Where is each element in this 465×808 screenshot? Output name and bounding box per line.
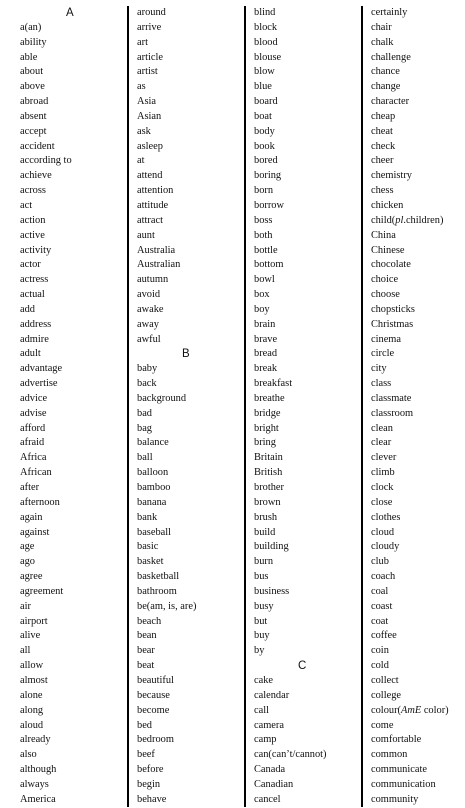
vocabulary-word: add <box>20 303 36 315</box>
vocabulary-word: camera <box>254 719 284 731</box>
vocabulary-word: book <box>254 140 275 152</box>
vocabulary-word: baby <box>137 363 158 375</box>
vocabulary-word: cinema <box>371 333 401 345</box>
vocabulary-word: cheer <box>371 155 394 167</box>
vocabulary-word: able <box>20 51 38 63</box>
vocabulary-word: again <box>20 511 43 523</box>
vocabulary-word: circle <box>371 348 395 360</box>
vocabulary-word: awake <box>137 303 164 315</box>
vocabulary-word: coach <box>371 571 396 583</box>
vocabulary-word: club <box>371 556 389 568</box>
vocabulary-word: a(an) <box>20 21 42 33</box>
vocabulary-word: as <box>137 81 146 93</box>
vocabulary-word: begin <box>137 778 161 790</box>
vocabulary-word: arrive <box>137 21 162 33</box>
vocabulary-word: bring <box>254 437 276 449</box>
vocabulary-word: absent <box>20 110 47 122</box>
vocabulary-word: Asian <box>137 110 162 122</box>
vocabulary-word: bamboo <box>137 482 171 493</box>
vocabulary-word: come <box>371 719 394 731</box>
vocabulary-word: change <box>371 81 401 93</box>
vocabulary-word: bread <box>254 348 278 360</box>
vocabulary-word: breathe <box>254 392 285 404</box>
vocabulary-word: be(am, is, are) <box>137 600 197 612</box>
vocabulary-word: chocolate <box>371 259 411 271</box>
vocabulary-word: chopsticks <box>371 303 415 315</box>
vocabulary-word: bathroom <box>137 585 177 597</box>
vocabulary-word: box <box>254 289 270 301</box>
vocabulary-word: banana <box>137 496 167 508</box>
column-divider <box>127 6 129 807</box>
vocabulary-word: chess <box>371 185 394 197</box>
vocabulary-word: bright <box>254 422 279 434</box>
vocabulary-word: bad <box>137 407 153 419</box>
word-column-4 <box>371 6 465 808</box>
vocabulary-word: coin <box>371 645 389 657</box>
vocabulary-word: awful <box>137 333 161 345</box>
vocabulary-word: aloud <box>20 719 44 731</box>
vocabulary-word: address <box>20 318 52 330</box>
vocabulary-word: agreement <box>20 585 64 597</box>
vocabulary-word: autumn <box>137 274 169 286</box>
vocabulary-word: brown <box>254 496 281 508</box>
vocabulary-word: blood <box>254 36 278 48</box>
vocabulary-word: collect <box>371 674 399 686</box>
vocabulary-word: Canadian <box>254 778 294 790</box>
vocabulary-word: character <box>371 96 410 108</box>
vocabulary-word: chalk <box>371 36 394 48</box>
vocabulary-word: actor <box>20 259 41 271</box>
vocabulary-word: bored <box>254 155 278 167</box>
vocabulary-word: action <box>20 214 46 226</box>
vocabulary-word: camp <box>254 734 277 746</box>
vocabulary-word: climb <box>371 467 395 479</box>
vocabulary-word: according to <box>20 155 72 167</box>
vocabulary-word: basketball <box>137 571 180 583</box>
vocabulary-word: abroad <box>20 96 49 108</box>
vocabulary-word: because <box>137 689 170 701</box>
vocabulary-word: balance <box>137 437 169 449</box>
vocabulary-word: clean <box>371 422 393 434</box>
vocabulary-word: across <box>20 185 46 197</box>
vocabulary-word: bus <box>254 571 269 583</box>
vocabulary-word: aunt <box>137 229 155 241</box>
vocabulary-word: board <box>254 96 278 108</box>
vocabulary-word: chair <box>371 21 392 33</box>
vocabulary-word: balloon <box>137 467 169 479</box>
vocabulary-word: always <box>20 778 49 790</box>
vocabulary-word: bridge <box>254 407 281 419</box>
vocabulary-word: cloud <box>371 526 395 538</box>
vocabulary-word: Chinese <box>371 244 405 256</box>
vocabulary-word: actual <box>20 289 45 301</box>
vocabulary-word: borrow <box>254 199 285 211</box>
vocabulary-word: blind <box>254 7 276 18</box>
vocabulary-word: burn <box>254 556 274 568</box>
vocabulary-word: brain <box>254 318 276 330</box>
vocabulary-word: America <box>20 793 56 805</box>
vocabulary-word: cake <box>254 674 274 686</box>
vocabulary-word: become <box>137 704 170 716</box>
vocabulary-word: boring <box>254 170 282 182</box>
vocabulary-word: about <box>20 66 44 78</box>
vocabulary-word: boat <box>254 110 272 122</box>
vocabulary-word: against <box>20 526 50 538</box>
vocabulary-word: classroom <box>371 407 414 419</box>
vocabulary-word: bean <box>137 630 157 642</box>
section-letter-heading: C <box>298 660 307 673</box>
vocabulary-word: activity <box>20 244 52 256</box>
vocabulary-word: Australia <box>137 244 176 256</box>
vocabulary-word: beautiful <box>137 674 174 686</box>
vocabulary-word: coffee <box>371 630 397 642</box>
vocabulary-word: clothes <box>371 511 401 523</box>
vocabulary-word: brave <box>254 333 278 345</box>
vocabulary-word: clock <box>371 482 394 493</box>
vocabulary-word: cheat <box>371 125 393 137</box>
vocabulary-word: by <box>254 645 265 657</box>
vocabulary-word: afraid <box>20 437 45 449</box>
vocabulary-word: baseball <box>137 526 172 538</box>
vocabulary-word: brush <box>254 511 278 523</box>
vocabulary-word: artist <box>137 66 158 78</box>
vocabulary-word: class <box>371 378 392 390</box>
vocabulary-word: certainly <box>371 7 408 18</box>
vocabulary-word: coal <box>371 585 389 597</box>
vocabulary-word: busy <box>254 600 274 612</box>
vocabulary-word: air <box>20 600 31 612</box>
vocabulary-word: background <box>137 392 187 404</box>
vocabulary-word: Christmas <box>371 318 414 330</box>
vocabulary-word: beef <box>137 749 155 761</box>
vocabulary-word: clear <box>371 437 392 449</box>
vocabulary-word: block <box>254 21 278 33</box>
vocabulary-word: beat <box>137 660 155 672</box>
vocabulary-word: communication <box>371 778 436 790</box>
vocabulary-word: body <box>254 125 275 137</box>
column-divider <box>361 6 363 807</box>
vocabulary-word: boy <box>254 303 270 315</box>
vocabulary-word: alone <box>20 689 43 701</box>
vocabulary-word: bear <box>137 645 155 657</box>
vocabulary-word: adult <box>20 348 41 360</box>
vocabulary-word: Canada <box>254 764 286 776</box>
vocabulary-word: both <box>254 229 273 241</box>
vocabulary-word: comfortable <box>371 734 422 746</box>
vocabulary-word: although <box>20 764 57 776</box>
vocabulary-word: bank <box>137 511 158 523</box>
vocabulary-word: can(can’t/cannot) <box>254 749 327 761</box>
vocabulary-word: check <box>371 140 396 152</box>
vocabulary-word: buy <box>254 630 270 642</box>
vocabulary-word: college <box>371 689 401 701</box>
vocabulary-word: after <box>20 482 40 493</box>
vocabulary-word: attention <box>137 185 174 197</box>
vocabulary-word: bedroom <box>137 734 174 746</box>
vocabulary-word: chemistry <box>371 170 412 182</box>
vocabulary-word: chance <box>371 66 400 78</box>
vocabulary-word: attract <box>137 214 163 226</box>
vocabulary-word: choose <box>371 289 400 301</box>
vocabulary-word: advantage <box>20 363 63 375</box>
vocabulary-word: calendar <box>254 689 290 701</box>
vocabulary-word: achieve <box>20 170 52 182</box>
vocabulary-word: cold <box>371 660 389 672</box>
vocabulary-word: advertise <box>20 378 58 390</box>
vocabulary-word: blue <box>254 81 272 93</box>
vocabulary-word: cloudy <box>371 541 400 553</box>
vocabulary-word: blow <box>254 66 275 78</box>
vocabulary-word: Australian <box>137 259 181 271</box>
vocabulary-word: building <box>254 541 289 553</box>
vocabulary-word: active <box>20 229 45 241</box>
vocabulary-word: China <box>371 229 396 241</box>
vocabulary-word: advise <box>20 407 47 419</box>
vocabulary-word: common <box>371 749 408 761</box>
vocabulary-word: attitude <box>137 199 169 211</box>
vocabulary-word: classmate <box>371 392 412 404</box>
vocabulary-word: Africa <box>20 452 47 464</box>
vocabulary-word: coat <box>371 615 389 627</box>
vocabulary-word: asleep <box>137 140 163 152</box>
vocabulary-word: art <box>137 36 148 48</box>
vocabulary-word: boss <box>254 214 273 226</box>
vocabulary-word: allow <box>20 660 44 672</box>
vocabulary-word: city <box>371 363 387 375</box>
vocabulary-word: bag <box>137 422 153 434</box>
vocabulary-word: colour(AmE color) <box>371 704 449 716</box>
vocabulary-word: British <box>254 467 283 479</box>
vocabulary-word: but <box>254 615 268 627</box>
vocabulary-word: ability <box>20 36 47 48</box>
vocabulary-word: basic <box>137 541 159 553</box>
vocabulary-word: alive <box>20 630 41 642</box>
vocabulary-word: article <box>137 51 163 63</box>
vocabulary-word: challenge <box>371 51 411 63</box>
vocabulary-word: all <box>20 645 31 657</box>
vocabulary-word: coast <box>371 600 393 612</box>
vocabulary-word: airport <box>20 615 48 627</box>
vocabulary-word: behave <box>137 793 167 805</box>
vocabulary-word: clever <box>371 452 397 464</box>
vocabulary-word: ask <box>137 125 151 137</box>
vocabulary-word: actress <box>20 274 49 286</box>
vocabulary-word: around <box>137 7 166 18</box>
vocabulary-word: at <box>137 155 145 167</box>
vocabulary-word: choice <box>371 274 399 286</box>
vocabulary-word: back <box>137 378 157 390</box>
vocabulary-word: also <box>20 749 37 761</box>
vocabulary-word: afternoon <box>20 496 60 508</box>
vocabulary-word: almost <box>20 674 48 686</box>
vocabulary-word: bottom <box>254 259 284 271</box>
section-letter-heading: A <box>66 7 74 19</box>
vocabulary-word: bottle <box>254 244 278 256</box>
vocabulary-word: avoid <box>137 289 161 301</box>
vocabulary-word: accept <box>20 125 47 137</box>
section-letter-heading: B <box>182 348 190 361</box>
vocabulary-word: act <box>20 199 33 211</box>
vocabulary-word: born <box>254 185 274 197</box>
vocabulary-word: child(pl.children) <box>371 214 444 226</box>
vocabulary-word: brother <box>254 482 285 493</box>
vocabulary-word: agree <box>20 571 43 583</box>
vocabulary-word: business <box>254 585 290 597</box>
vocabulary-word: cancel <box>254 793 281 805</box>
vocabulary-word: admire <box>20 333 49 345</box>
vocabulary-word: bowl <box>254 274 275 286</box>
vocabulary-word: Asia <box>137 96 157 108</box>
vocabulary-word: cheap <box>371 110 396 122</box>
vocabulary-word: ball <box>137 452 153 464</box>
vocabulary-word: beach <box>137 615 162 627</box>
vocabulary-word: accident <box>20 140 55 152</box>
vocabulary-word: advice <box>20 392 48 404</box>
vocabulary-word: blouse <box>254 51 282 63</box>
word-column-1 <box>20 6 125 808</box>
vocabulary-word: call <box>254 704 269 716</box>
vocabulary-word: break <box>254 363 278 375</box>
vocabulary-word: close <box>371 496 393 508</box>
vocabulary-word: attend <box>137 170 163 182</box>
word-column-2 <box>137 6 242 808</box>
vocabulary-word: ago <box>20 556 36 568</box>
vocabulary-word: build <box>254 526 276 538</box>
vocabulary-word: along <box>20 704 44 716</box>
vocabulary-word: breakfast <box>254 378 293 390</box>
vocabulary-word: before <box>137 764 164 776</box>
vocabulary-word: chicken <box>371 199 404 211</box>
vocabulary-word: above <box>20 81 45 93</box>
vocabulary-word: already <box>20 734 51 746</box>
vocabulary-word: afford <box>20 422 46 434</box>
vocabulary-word: African <box>20 467 52 479</box>
vocabulary-word: community <box>371 793 419 805</box>
vocabulary-word: bed <box>137 719 153 731</box>
vocabulary-word: age <box>20 541 35 553</box>
vocabulary-word: basket <box>137 556 164 568</box>
vocabulary-word: away <box>137 318 159 330</box>
word-column-3 <box>254 6 359 808</box>
column-divider <box>244 6 246 807</box>
vocabulary-word: Britain <box>254 452 283 464</box>
vocabulary-word: communicate <box>371 764 427 776</box>
